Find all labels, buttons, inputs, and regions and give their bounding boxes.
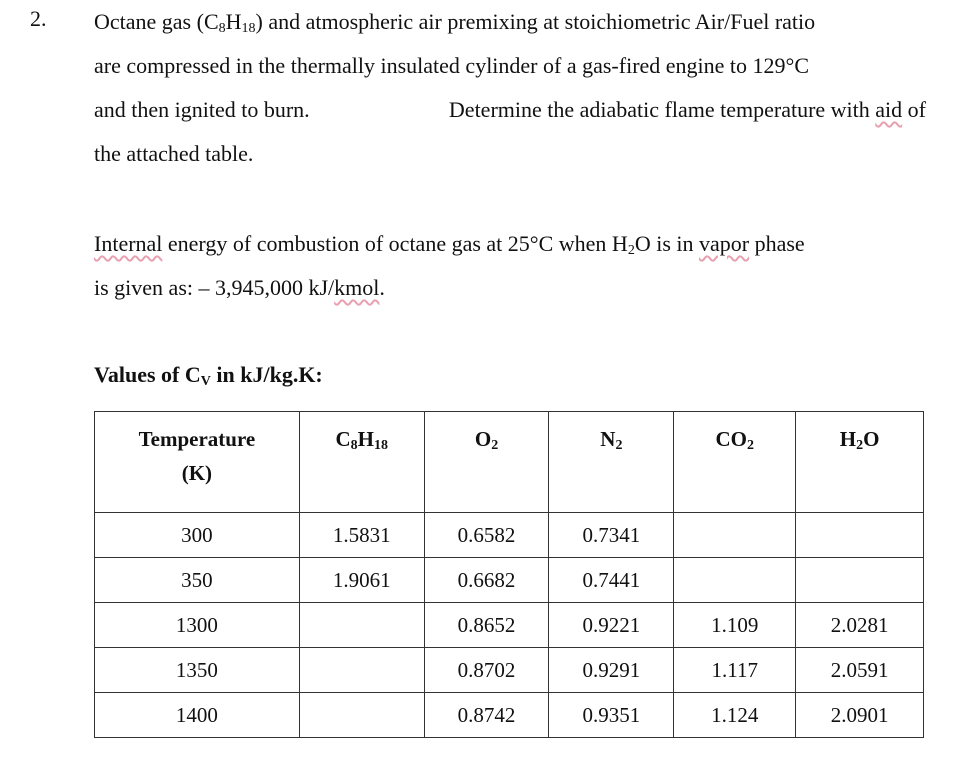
problem-line-3: and then ignited to burn. Determine the adiabatic flame temperature with aid of: [94, 97, 926, 122]
spellcheck-kmol: kmol: [334, 275, 380, 300]
problem-statement: [94, 6, 926, 182]
table-row: [95, 648, 924, 693]
header-co2: $CO_2$: [674, 412, 796, 513]
table-cell: [299, 603, 424, 648]
table-cell: 0.9351: [549, 693, 674, 738]
table-cell: [299, 648, 424, 693]
table-cell: 1350: [95, 648, 300, 693]
header-n2: $N_2$: [549, 412, 674, 513]
table-cell: 0.6582: [424, 513, 549, 558]
spellcheck-vapor: vapor: [699, 231, 750, 256]
table-cell: 1.109: [674, 603, 796, 648]
spellcheck-aid: aid: [875, 97, 903, 122]
table-row: [95, 558, 924, 603]
header-h2o: $H_2O$: [796, 412, 924, 513]
table-cell: [674, 513, 796, 558]
table-cell: 1.5831: [299, 513, 424, 558]
problem-line-2: are compressed in the thermally insulated cylinder of a gas-fired engine to 129°C: [94, 53, 810, 78]
table-cell: 1.124: [674, 693, 796, 738]
problem-line-4: the attached table.: [94, 141, 254, 166]
table-heading: Values of $C_V$ in kJ/kg.K:: [94, 362, 323, 389]
table-body: [95, 513, 924, 738]
given-line-2: is given as: – 3,945,000 kJ/kmol.: [94, 275, 385, 300]
table-cell: 0.9291: [549, 648, 674, 693]
table-cell: 1.9061: [299, 558, 424, 603]
table-cell: 1400: [95, 693, 300, 738]
question-number: 2.: [30, 6, 47, 31]
table-cell: [674, 558, 796, 603]
table-cell: 1300: [95, 603, 300, 648]
table-header-row: [95, 412, 924, 513]
table-cell: 2.0281: [796, 603, 924, 648]
table-cell: 0.9221: [549, 603, 674, 648]
table-cell: 0.7441: [549, 558, 674, 603]
table-cell: 2.0591: [796, 648, 924, 693]
given-line-1: Internal energy of combustion of octane gas at 25°C when $H_2O$ is in vapor phase: [94, 231, 805, 258]
problem-line-1: Octane gas $(C_8H_{18})$ and atmospheric air premixing at stoichiometric Air/Fuel ratio: [94, 9, 816, 36]
header-c8h18: $C_8H_{18}$: [299, 412, 424, 513]
table-cell: 0.6682: [424, 558, 549, 603]
table-row: [95, 603, 924, 648]
table-cell: 350: [95, 558, 300, 603]
table-cell: [299, 693, 424, 738]
table-cell: 1.117: [674, 648, 796, 693]
table-cell: 300: [95, 513, 300, 558]
table-cell: 2.0901: [796, 693, 924, 738]
table-cell: 0.7341: [549, 513, 674, 558]
given-statement: [94, 228, 926, 316]
spellcheck-internal: Internal: [94, 231, 163, 256]
table-cell: 0.8702: [424, 648, 549, 693]
header-o2: $O_2$: [424, 412, 549, 513]
table-row: [95, 513, 924, 558]
cv-table: [94, 411, 924, 738]
table-cell: [796, 513, 924, 558]
table-cell: [796, 558, 924, 603]
table-cell: 0.8652: [424, 603, 549, 648]
table-cell: 0.8742: [424, 693, 549, 738]
table-row: [95, 693, 924, 738]
header-temperature: Temperature (K): [95, 412, 300, 513]
